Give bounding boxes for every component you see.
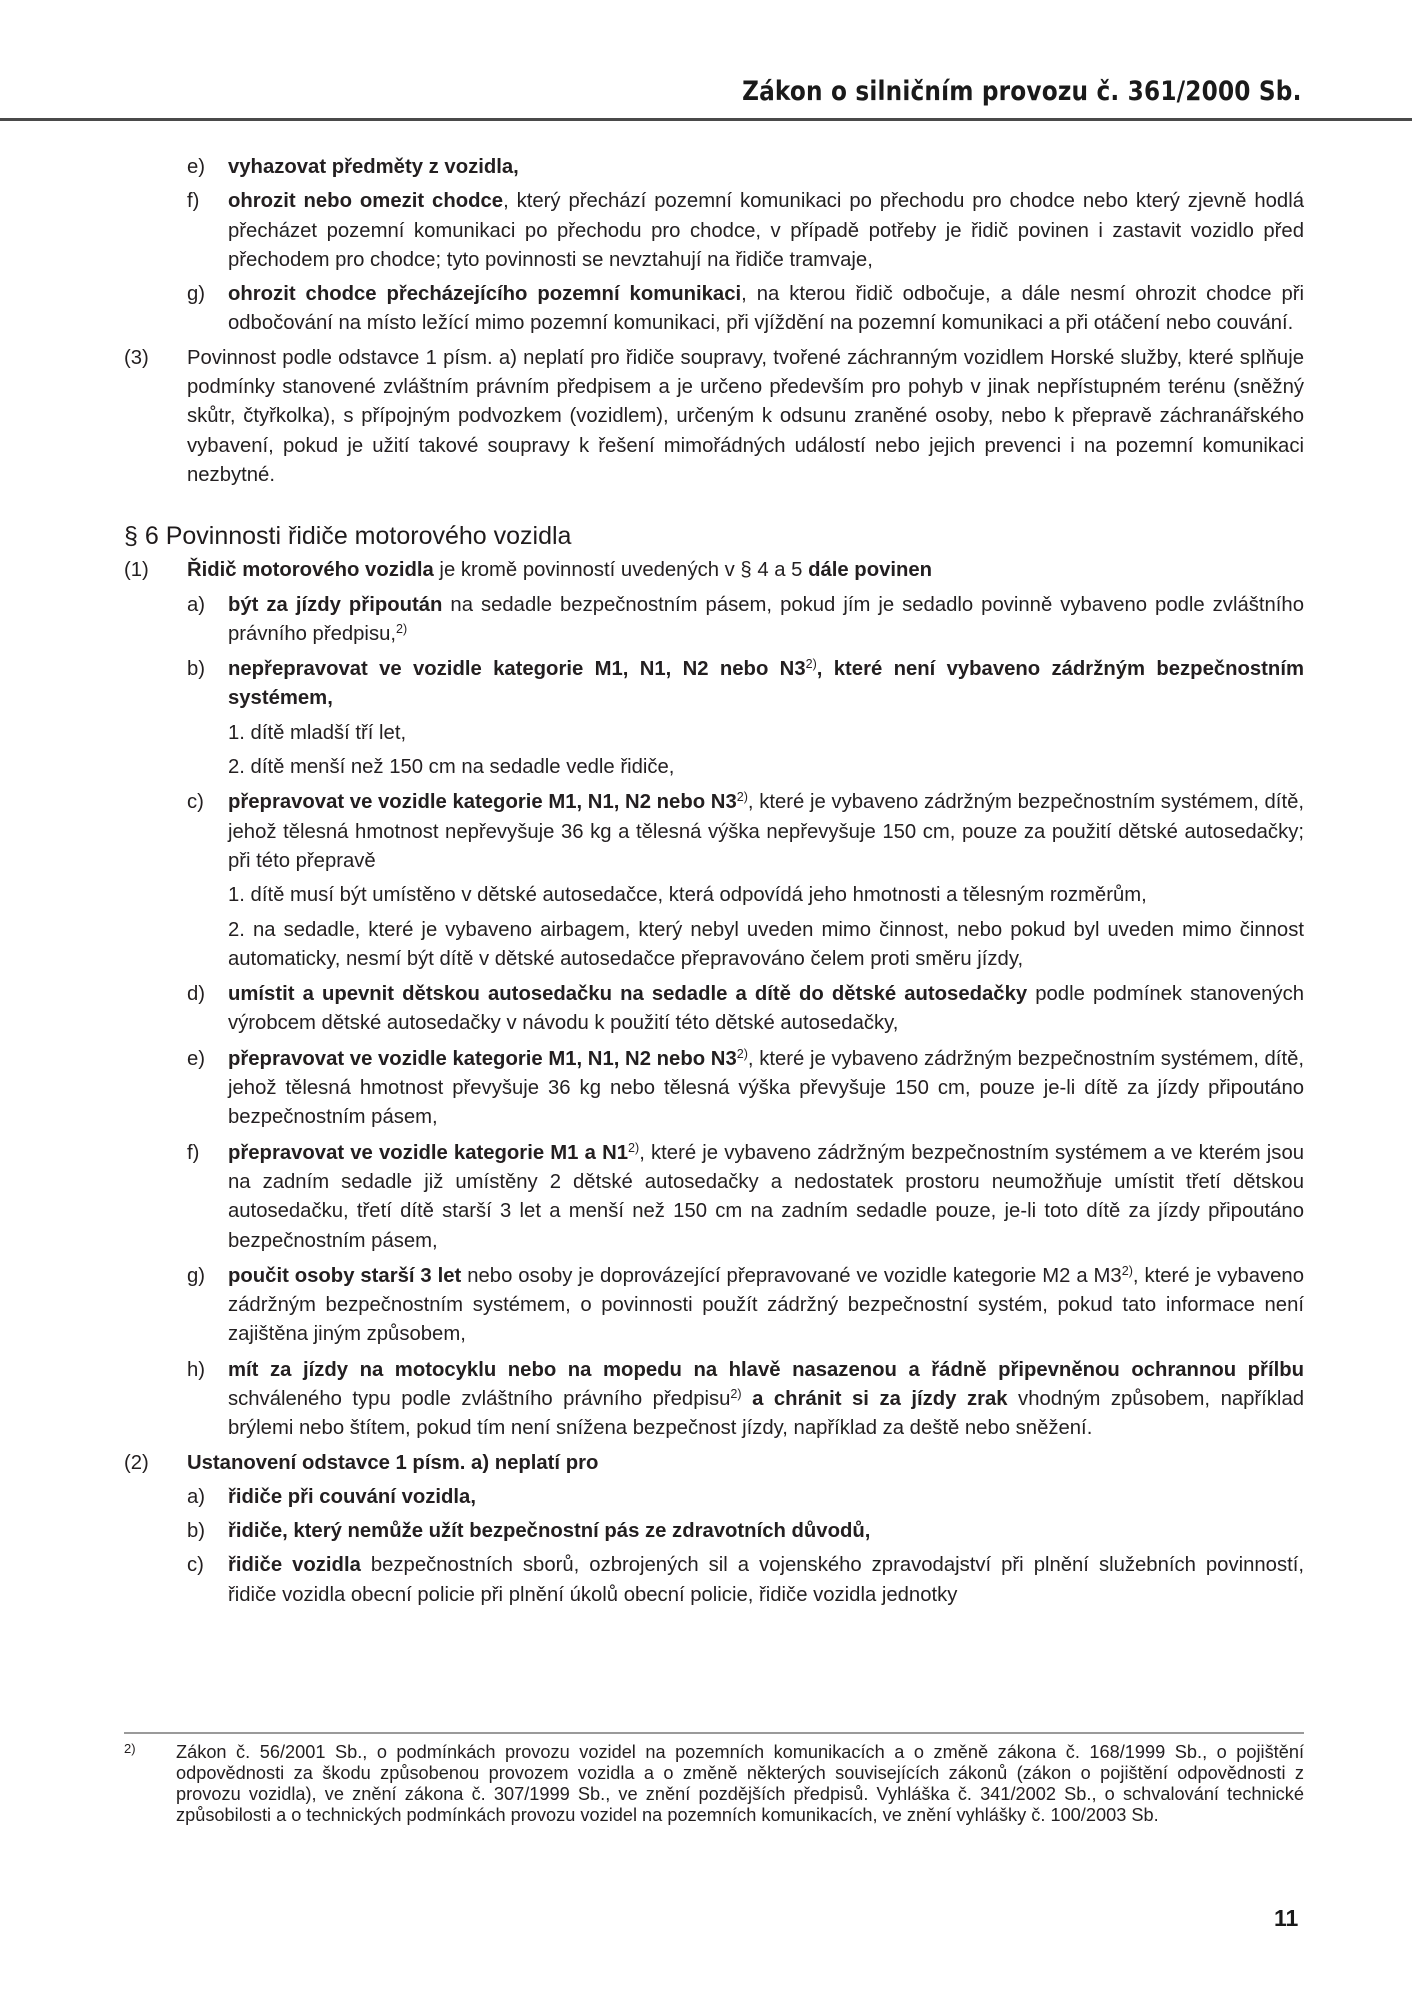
item-label: e) bbox=[187, 156, 206, 178]
item-text: , který přechází pozemní komunikaci po přechodu pro chodce nebo který zjevně hodlá přecházet pozemní komunikaci po přechodu pro chodce, v případě potřeby je řidič povinen i zastavit vozidlo před přechodem pro chodce; tyto povinnosti se nevztahují na řidiče tramvaje, bbox=[228, 190, 1304, 271]
item-label: b) bbox=[187, 658, 206, 681]
item-label: c) bbox=[187, 1554, 204, 1577]
sub-item: 2. dítě menší než 150 cm na sedadle vedle řidiče, bbox=[228, 756, 675, 779]
item-bold-text: vyhazovat předměty z vozidla, bbox=[228, 156, 519, 178]
paragraph-1 bbox=[124, 556, 1304, 585]
item-label: f) bbox=[187, 190, 200, 213]
paragraph-bold-text: Ustanovení odstavce 1 písm. a) neplatí pro bbox=[187, 1451, 599, 1474]
footnote-ref[interactable]: 2) bbox=[730, 1387, 742, 1402]
footnote-ref[interactable]: 2) bbox=[1121, 1263, 1133, 1278]
list-item bbox=[124, 1517, 1304, 1546]
item-bold-text: ohrozit chodce přecházejícího pozemní komunikaci bbox=[228, 283, 742, 306]
item-label: g) bbox=[187, 1264, 206, 1287]
list-item bbox=[124, 187, 1304, 275]
item-text: , které je vybaveno zádržným bezpečnostním systémem, dítě, jehož tělesná hmotnost převyšuje 36 kg nebo tělesná výška převyšuje 150 cm, pouze je-li dítě za jízdy připoutáno bezpečnostním pásem, bbox=[228, 1047, 1304, 1129]
item-text: , které je vybaveno zádržným bezpečnostním systémem a ve kterém jsou na zadním sedadle již umístěny 2 dětské autosedačky a nedostatek prostoru neumožňuje umístit třetí dětskou autosedačku, třetí dítě starší 3 let a menší než 150 cm na zadním sedadle pouze, je-li toto dítě za jízdy připoutáno bezpečnostním pásem, bbox=[228, 1141, 1305, 1252]
paragraph-number: (2) bbox=[124, 1451, 149, 1474]
list-item-g bbox=[124, 1262, 1304, 1350]
item-label: h) bbox=[187, 1358, 206, 1381]
sub-item: 2. na sedadle, které je vybaveno airbagem, který nebyl uveden mimo činnost, nebo pokud byl uveden mimo činnost automaticky, nesmí být dítě v dětské autosedačce přepravováno čelem proti směru jízdy, bbox=[228, 918, 1304, 970]
item-bold-text: poučit osoby starší 3 let bbox=[228, 1264, 462, 1287]
item-bold-text: přepravovat ve vozidle kategorie M1, N1, N2 nebo N3 bbox=[228, 791, 737, 814]
item-bold-text: mít za jízdy na motocyklu nebo na mopedu na hlavě nasazenou a řádně připevněnou ochrannou přílbu bbox=[228, 1358, 1304, 1381]
page-number: 11 bbox=[1274, 1905, 1299, 1931]
list-item bbox=[124, 153, 1304, 182]
item-label: e) bbox=[187, 1047, 206, 1070]
item-bold-text: být za jízdy připoután bbox=[228, 593, 443, 616]
footnote-divider bbox=[124, 1732, 1304, 1734]
item-bold-text: nepřepravovat ve vozidle kategorie M1, N1, N2 nebo N3 bbox=[228, 658, 806, 681]
item-label: f) bbox=[187, 1141, 200, 1164]
list-item bbox=[124, 1483, 1304, 1512]
item-bold-text: řidiče, který nemůže užít bezpečnostní pás ze zdravotních důvodů, bbox=[228, 1520, 871, 1543]
list-item-d bbox=[124, 980, 1304, 1039]
paragraph-bold-text: dále povinen bbox=[808, 559, 933, 582]
footnote-ref[interactable]: 2) bbox=[396, 621, 408, 636]
list-item bbox=[124, 280, 1304, 339]
item-bold-text: a chránit si za jízdy zrak bbox=[741, 1387, 1008, 1410]
paragraph-text: je kromě povinností uvedených v § 4 a 5 bbox=[433, 559, 809, 582]
item-bold-text: přepravovat ve vozidle kategorie M1, N1, N2 nebo N3 bbox=[228, 1047, 737, 1070]
item-text: podle podmínek stanovených výrobcem dětské autosedačky v návodu k použití této dětské autosedačky, bbox=[228, 983, 1304, 1035]
item-bold-text: přepravovat ve vozidle kategorie M1 a N1 bbox=[228, 1141, 629, 1164]
list-item-a bbox=[124, 591, 1304, 650]
paragraph-3 bbox=[124, 344, 1304, 490]
list-item-c bbox=[124, 788, 1304, 876]
footnote-ref[interactable]: 2) bbox=[628, 1140, 640, 1155]
list-item-b bbox=[124, 655, 1304, 714]
item-label: c) bbox=[187, 791, 204, 814]
footnote-text: Zákon č. 56/2001 Sb., o podmínkách provozu vozidel na pozemních komunikacích a o změně zákona č. 168/1999 Sb., o pojištění odpovědnosti za škodu způsobenou provozem vozidla a o změně některých souvisejících zákonů (zákon o pojištění odpovědnosti z provozu vozidla), ve znění zákona č. 307/1999 Sb., ve znění pozdějších předpisů. Vyhláška č. 341/2002 Sb., o schvalování technické způsobilosti a o technických podmínkách provozu vozidel na pozemních komunikacích, ve znění vyhlášky č. 100/2003 Sb. bbox=[176, 1742, 1304, 1825]
item-text: , které je vybaveno zádržným bezpečnostním systémem, dítě, jehož tělesná hmotnost nepřevyšuje 36 kg a tělesná výška nepřevyšuje 150 cm, pouze za použití dětské autosedačky; při této přepravě bbox=[228, 791, 1304, 872]
list-item-f bbox=[124, 1139, 1304, 1256]
footnote-ref[interactable]: 2) bbox=[805, 657, 817, 672]
item-label: a) bbox=[187, 1485, 206, 1508]
list-item-e bbox=[124, 1045, 1304, 1133]
item-label: d) bbox=[187, 983, 206, 1006]
sub-item: 1. dítě mladší tří let, bbox=[228, 721, 407, 744]
item-bold-text: , které není vybaveno zádržným bezpečnostním systémem, bbox=[228, 658, 1304, 710]
paragraph-number: (3) bbox=[124, 346, 149, 369]
item-label: g) bbox=[187, 283, 206, 306]
header-divider bbox=[0, 118, 1412, 121]
item-text: , na kterou řidič odbočuje, a dále nesmí ohrozit chodce při odbočování na místo ležící mimo pozemní komunikaci, při vjíždění na pozemní komunikaci a při otáčení nebo couvání. bbox=[228, 283, 1304, 335]
item-label: a) bbox=[187, 593, 206, 616]
item-text: vhodným způsobem, například brýlemi nebo štítem, pokud tím není snížena bezpečnost jízdy, například za deště nebo sněžení. bbox=[228, 1387, 1304, 1440]
paragraph-2 bbox=[124, 1449, 1304, 1478]
paragraph-text: Povinnost podle odstavce 1 písm. a) neplatí pro řidiče soupravy, tvořené záchranným vozidlem Horské služby, které splňuje podmínky stanovené zvláštním právním předpisem a je určeno především pro pohyb v jinak nepřístupném terénu (sněžný skůtr, čtyřkolka), s přípojným podvozkem (vozidlem), určeným k odsunu zraněné osoby, nebo k přepravě záchranářského vybavení, pokud je užití takové soupravy k řešení mimořádných událostí nebo jejich prevenci i na pozemní komunikaci nezbytné. bbox=[187, 346, 1304, 486]
item-bold-text: řidiče vozidla bbox=[228, 1554, 361, 1577]
item-bold-text: řidiče při couvání vozidla, bbox=[228, 1485, 476, 1508]
item-text: schváleného typu podle zvláštního právního předpisu bbox=[228, 1387, 731, 1410]
paragraph-number: (1) bbox=[124, 559, 149, 582]
footnote-ref[interactable]: 2) bbox=[736, 790, 748, 805]
item-text: na sedadle bezpečnostním pásem, pokud jím je sedadlo povinně vybaveno podle zvláštního právního předpisu, bbox=[228, 593, 1304, 645]
running-header-title: Zákon o silničním provozu č. 361/2000 Sb. bbox=[742, 76, 1302, 107]
item-text: bezpečnostních sborů, ozbrojených sil a vojenského zpravodajství při plnění služebních povinností, řidiče vozidla obecní policie při plnění úkolů obecní policie, řidiče vozidla jednotky bbox=[228, 1554, 1304, 1606]
footnote bbox=[124, 1742, 1304, 1826]
footnote-ref[interactable]: 2) bbox=[736, 1046, 748, 1061]
item-text: , které je vybaveno zádržným bezpečnostním systémem, o povinnosti použít zádržný bezpečnostní systém, pokud tato informace není zajištěna jiným způsobem, bbox=[228, 1264, 1304, 1346]
item-label: b) bbox=[187, 1520, 206, 1543]
footnote-mark: 2) bbox=[124, 1741, 136, 1756]
page-body bbox=[124, 153, 1304, 1610]
item-text: nebo osoby je doprovázející přepravované ve vozidle kategorie M2 a M3 bbox=[461, 1264, 1122, 1287]
paragraph-bold-text: Řidič motorového vozidla bbox=[187, 559, 434, 582]
item-bold-text: umístit a upevnit dětskou autosedačku na sedadle a dítě do dětské autosedačky bbox=[228, 983, 1028, 1006]
list-item bbox=[124, 1551, 1304, 1610]
item-bold-text: ohrozit nebo omezit chodce bbox=[228, 190, 504, 213]
list-item-h bbox=[124, 1356, 1304, 1444]
section-heading: § 6 Povinnosti řidiče motorového vozidla bbox=[124, 522, 572, 551]
sub-item: 1. dítě musí být umístěno v dětské autosedačce, která odpovídá jeho hmotnosti a tělesným rozměrům, bbox=[228, 884, 1147, 907]
